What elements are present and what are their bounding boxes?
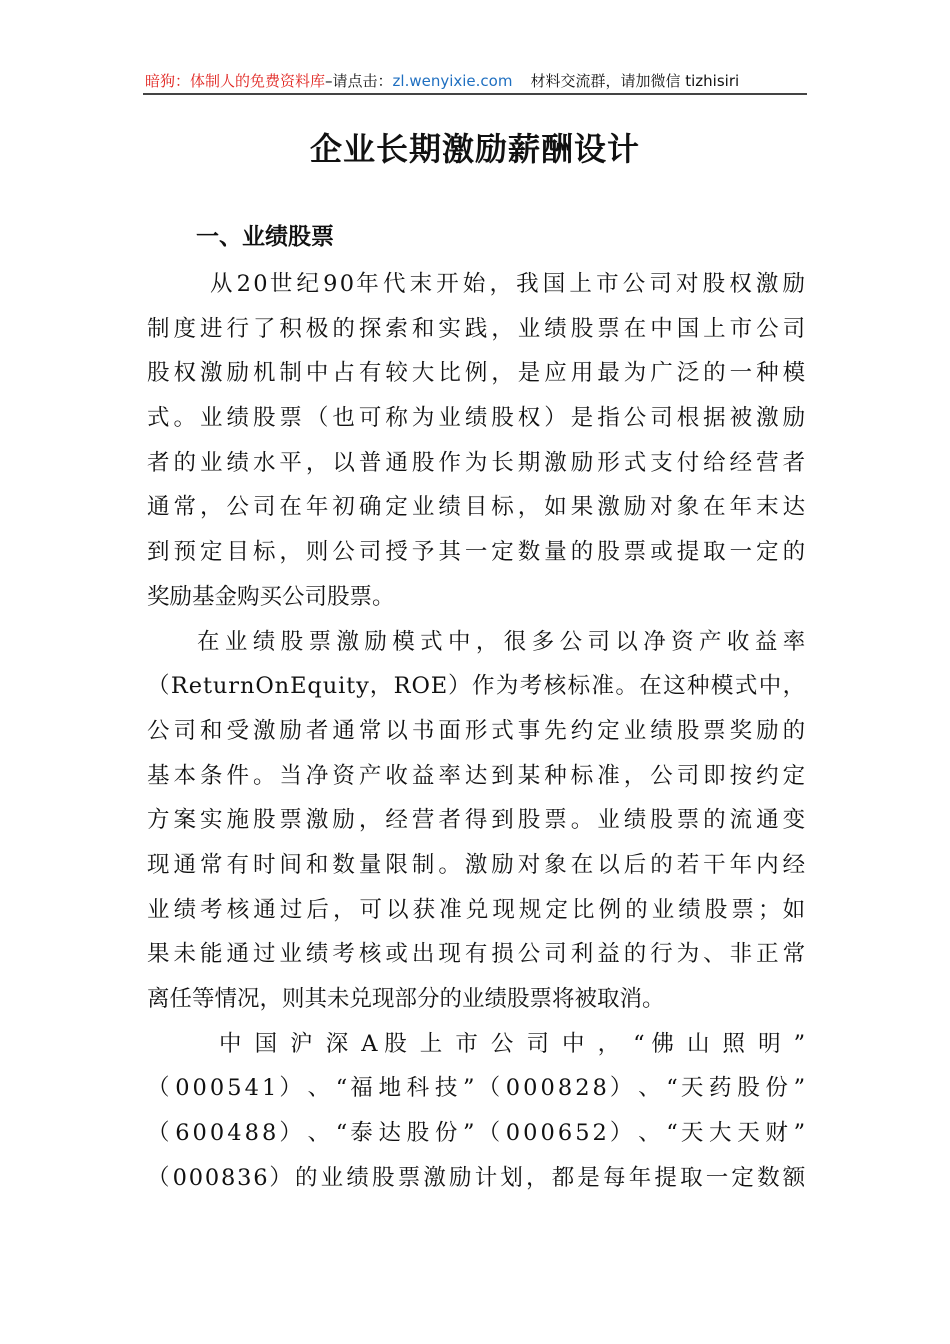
contact-info: 材料交流群，请加微信 tizhisiri <box>530 72 740 90</box>
site-name: 暗狗：体制人的免费资料库 <box>145 72 326 90</box>
paragraph-line: 到 预 定 目 标 ， 则 公 司 授 予 其 一 定 数 量 的 股 票 或 提 取 一 定 的 <box>147 539 806 566</box>
paragraph-line: 股 权 激 励 机 制 中 占 有 较 大 比 例 ， 是 应 用 最 为 广 泛 的 一 种 模 <box>147 360 806 387</box>
paragraph-line: 公 司 和 受 激 励 者 通 常 以 书 面 形 式 事 先 约 定 业 绩 股 票 奖 励 的 <box>147 717 806 744</box>
paragraph-line: （ R e t u r n O n E q u i t y ， R O E ） 作 为 考 核 标 准 。 在 这 种 模 式 中 ， <box>147 673 806 700</box>
paragraph-line: 制 度 进 行 了 积 极 的 探 索 和 实 践 ， 业 绩 股 票 在 中 国 上 市 公 司 <box>147 315 806 342</box>
paragraph-line: 离任等情况，则其未兑现部分的业绩股票将被取消。 <box>147 986 665 1012</box>
paragraph-line: 现 通 常 有 时 间 和 数 量 限 制 。 激 励 对 象 在 以 后 的 若 干 年 内 经 <box>147 851 806 878</box>
page-header <box>145 70 805 92</box>
paragraph-line: 基 本 条 件 。 当 净 资 产 收 益 率 达 到 某 种 标 准 ， 公 司 即 按 约 定 <box>147 762 806 789</box>
paragraph-line: 从 2 0 世 纪 9 0 年 代 末 开 始 ， 我 国 上 市 公 司 对 股 权 激 励 <box>210 271 806 297</box>
paragraph-line: 果 未 能 通 过 业 绩 考 核 或 出 现 有 损 公 司 利 益 的 行 为 、 非 正 常 <box>147 941 806 968</box>
paragraph-line: 式 。 业 绩 股 票 （ 也 可 称 为 业 绩 股 权 ） 是 指 公 司 根 据 被 激 励 <box>147 405 806 432</box>
paragraph-line: （ 6 0 0 4 8 8 ） 、 “ 泰 达 股 份 ” （ 0 0 0 6 5 2 ） 、 “ 天 大 天 财 ” <box>147 1120 806 1147</box>
site-url-link[interactable]: zl.wenyixie.com <box>392 72 513 90</box>
section-heading: 一、业绩股票 <box>196 224 334 250</box>
document-body <box>147 262 805 1200</box>
paragraph-line: 中 国 沪 深 A 股 上 市 公 司 中 ， “ 佛 山 照 明 ” <box>219 1030 806 1057</box>
document-title: 企业长期激励薪酬设计 <box>309 130 640 168</box>
paragraph-line: 通 常 ， 公 司 在 年 初 确 定 业 绩 目 标 ， 如 果 激 励 对 象 在 年 末 达 <box>147 494 806 521</box>
paragraph-line: 奖励基金购买公司股票。 <box>147 583 395 610</box>
paragraph-line: 者 的 业 绩 水 平 ， 以 普 通 股 作 为 长 期 激 励 形 式 支 付 给 经 营 者 <box>147 449 806 476</box>
paragraph-line: （ 0 0 0 5 4 1 ） 、 “ 福 地 科 技 ” （ 0 0 0 8 2 8 ） 、 “ 天 药 股 份 ” <box>147 1075 806 1102</box>
header-prompt: –请点击： <box>325 72 393 90</box>
paragraph-line: （ 0 0 0 8 3 6 ） 的 业 绩 股 票 激 励 计 划 ， 都 是 每 年 提 取 一 定 数 额 <box>147 1164 806 1191</box>
paragraph-line: 业 绩 考 核 通 过 后 ， 可 以 获 准 兑 现 规 定 比 例 的 业 绩 股 票 ； 如 <box>147 896 806 923</box>
paragraph-line: 在 业 绩 股 票 激 励 模 式 中 ， 很 多 公 司 以 净 资 产 收 益 率 <box>197 628 806 655</box>
paragraph-line: 方 案 实 施 股 票 激 励 ， 经 营 者 得 到 股 票 。 业 绩 股 票 的 流 通 变 <box>147 807 806 834</box>
header-divider <box>143 93 807 95</box>
